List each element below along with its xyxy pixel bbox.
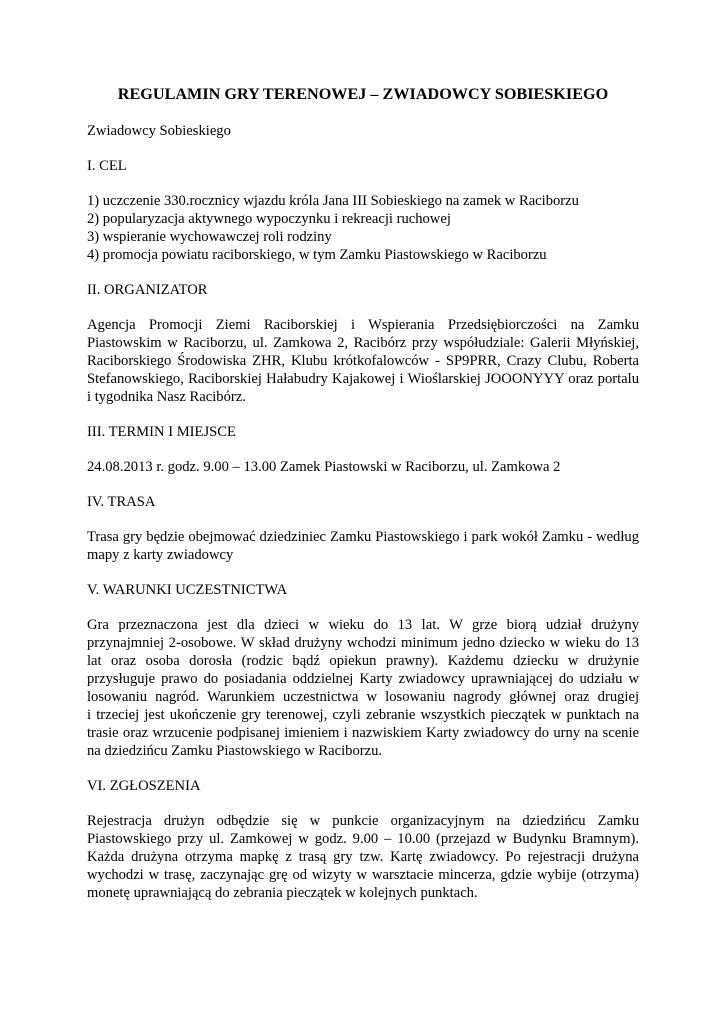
paragraph-line: przynajmniej 2-osobowe. W skład drużyny wchodzi minimum jedno dziecko w wieku do 13 <box>87 635 639 651</box>
paragraph-line: mapy z karty zwiadowcy <box>87 547 234 563</box>
paragraph-line: Każda drużyna otrzyma mapkę z trasą gry tzw. Kartę zwiadowcy. Po rejestracji drużyna <box>87 849 639 865</box>
termin-text: 24.08.2013 r. godz. 9.00 – 13.00 Zamek Piastowski w Raciborzu, ul. Zamkowa 2 <box>87 459 561 475</box>
paragraph-line: Stefanowskiego, Raciborskiej Hałabudry Kajakowej i Wioślarskiej JOOONYYY oraz portalu <box>87 371 639 387</box>
paragraph-line: Piastowskim w Raciborzu, ul. Zamkowa 2, Racibórz przy współudziale: Galerii Młyńskiej, <box>87 335 639 351</box>
zgloszenia-paragraph <box>87 812 639 902</box>
list-item: 1) uczczenie 330.rocznicy wjazdu króla Jana III Sobieskiego na zamek w Raciborzu <box>87 193 579 209</box>
paragraph-line: Gra przeznaczona jest dla dzieci w wieku do 13 lat. W grze biorą udział drużyny <box>87 617 639 633</box>
section-heading-termin: III. TERMIN I MIEJSCE <box>87 424 236 440</box>
paragraph-line: przysługuje prawo do posiadania oddzielnej Karty zwiadowcy uprawniającej do udziału w <box>87 671 639 687</box>
paragraph-line: i trzeciej jest ukończenie gry terenowej, czyli zebranie wszystkich pieczątek w punktach na <box>87 707 639 723</box>
list-item: 2) popularyzacja aktywnego wypoczynku i rekreacji ruchowej <box>87 211 451 227</box>
paragraph-line: losowaniu nagród. Warunkiem uczestnictwa w losowaniu nagrody głównej oraz drugiej <box>87 689 639 705</box>
organizator-paragraph <box>87 316 639 406</box>
paragraph-line: na dziedzińcu Zamku Piastowskiego w Raciborzu. <box>87 743 383 759</box>
document-subtitle: Zwiadowcy Sobieskiego <box>87 123 231 139</box>
paragraph-line: trasie oraz wrzucenie podpisanej imieniem i nazwiskiem Karty zwiadowcy do urny na scenie <box>87 725 639 741</box>
paragraph-line: Rejestracja drużyn odbędzie się w punkcie organizacyjnym na dziedzińcu Zamku <box>87 813 639 829</box>
section-heading-zgloszenia: VI. ZGŁOSZENIA <box>87 778 201 794</box>
section-heading-warunki: V. WARUNKI UCZESTNICTWA <box>87 582 288 598</box>
warunki-paragraph <box>87 616 639 760</box>
trasa-paragraph <box>87 528 639 564</box>
list-item: 3) wspieranie wychowawczej roli rodziny <box>87 229 332 245</box>
paragraph-line: Raciborskiego Środowiska ZHR, Klubu krótkofalowców - SP9PRR, Crazy Clubu, Roberta <box>87 353 639 369</box>
document-page <box>87 84 639 902</box>
paragraph-line: Piastowskiego przy ul. Zamkowej w godz. 9.00 – 10.00 (przejazd w Budynku Bramnym). <box>87 831 639 847</box>
paragraph-line: wychodzi w trasę, zaczynając grę od wizyty w warsztacie mincerza, gdzie wybije (otrzyma) <box>87 867 639 883</box>
section-heading-cel: I. CEL <box>87 158 127 174</box>
cel-list <box>87 192 639 264</box>
paragraph-line: i tygodnika Nasz Racibórz. <box>87 389 246 405</box>
paragraph-line: lat oraz osoba dorosła (rodzic bądź opiekun prawny). Każdemu dziecku w drużynie <box>87 653 639 669</box>
section-heading-organizator: II. ORGANIZATOR <box>87 282 208 298</box>
section-heading-trasa: IV. TRASA <box>87 494 156 510</box>
document-title: REGULAMIN GRY TERENOWEJ – ZWIADOWCY SOBIESKIEGO <box>117 85 609 103</box>
paragraph-line: Agencja Promocji Ziemi Raciborskiej i Wspierania Przedsiębiorczości na Zamku <box>87 317 639 333</box>
paragraph-line: Trasa gry będzie obejmować dziedziniec Zamku Piastowskiego i park wokół Zamku - według <box>87 529 639 545</box>
paragraph-line: monetę uprawniającą do zebrania pieczątek w kolejnych punktach. <box>87 885 478 901</box>
list-item: 4) promocja powiatu raciborskiego, w tym Zamku Piastowskiego w Raciborzu <box>87 247 547 263</box>
